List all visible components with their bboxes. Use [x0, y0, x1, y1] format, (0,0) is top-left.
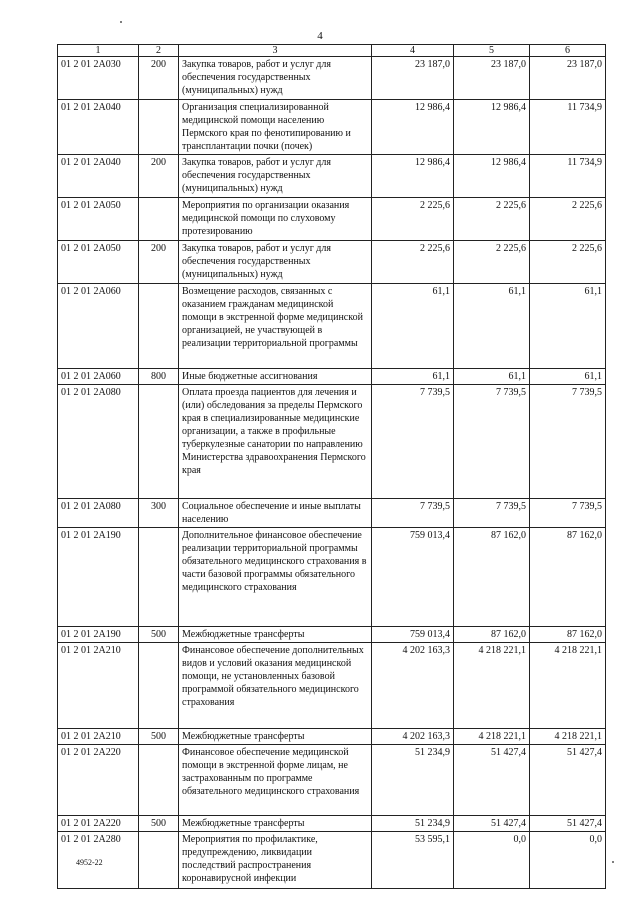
row-expense-kind — [139, 745, 179, 816]
row-name: Организация специализированной медицинской помощи населению Пермского края по фенотипированию и трансплантации почки (почек) — [179, 100, 372, 155]
row-name: Оплата проезда пациентов для лечения и (или) обследования за пределы Пермского края в специализированные медицинские организации, а также в профильные туберкулезные санатории по направлению Министерства здравоохранения Пермского края — [179, 385, 372, 499]
row-expense-kind: 200 — [139, 57, 179, 100]
row-value-col-4: 7 739,5 — [372, 385, 454, 499]
row-value-col-5: 0,0 — [454, 832, 530, 889]
row-code: 01 2 01 2А030 — [58, 57, 139, 100]
row-code: 01 2 01 2А210 — [58, 729, 139, 745]
row-value-col-6: 2 225,6 — [530, 198, 606, 241]
row-value-col-5: 87 162,0 — [454, 528, 530, 627]
row-value-col-5: 87 162,0 — [454, 627, 530, 643]
table-row — [58, 729, 606, 745]
table-row — [58, 643, 606, 729]
row-name: Социальное обеспечение и иные выплаты населению — [179, 499, 372, 528]
row-value-col-6: 7 739,5 — [530, 499, 606, 528]
scan-speck — [612, 861, 614, 863]
row-code: 01 2 01 2А190 — [58, 627, 139, 643]
row-value-col-6: 61,1 — [530, 369, 606, 385]
row-value-col-4: 759 013,4 — [372, 528, 454, 627]
row-value-col-5: 12 986,4 — [454, 155, 530, 198]
row-value-col-4: 23 187,0 — [372, 57, 454, 100]
row-value-col-5: 7 739,5 — [454, 385, 530, 499]
row-expense-kind: 200 — [139, 155, 179, 198]
row-code: 01 2 01 2А040 — [58, 155, 139, 198]
row-value-col-4: 4 202 163,3 — [372, 643, 454, 729]
row-value-col-4: 12 986,4 — [372, 155, 454, 198]
row-code: 01 2 01 2А210 — [58, 643, 139, 729]
table-body — [58, 57, 606, 889]
table-row — [58, 528, 606, 627]
row-value-col-4: 61,1 — [372, 284, 454, 369]
table-header — [58, 45, 606, 57]
row-expense-kind: 800 — [139, 369, 179, 385]
table-row — [58, 832, 606, 889]
header-row — [58, 45, 606, 57]
row-value-col-6: 4 218 221,1 — [530, 729, 606, 745]
row-value-col-6: 61,1 — [530, 284, 606, 369]
row-value-col-5: 23 187,0 — [454, 57, 530, 100]
row-name: Мероприятия по профилактике, предупреждению, ликвидации последствий распространения коронавирусной инфекции — [179, 832, 372, 889]
row-value-col-5: 51 427,4 — [454, 816, 530, 832]
row-name: Иные бюджетные ассигнования — [179, 369, 372, 385]
row-value-col-6: 0,0 — [530, 832, 606, 889]
row-expense-kind: 300 — [139, 499, 179, 528]
document-code: 4952-22 — [76, 858, 103, 867]
header-col-2: 2 — [139, 45, 179, 57]
table-row — [58, 198, 606, 241]
row-expense-kind — [139, 643, 179, 729]
row-value-col-5: 2 225,6 — [454, 241, 530, 284]
row-code: 01 2 01 2А050 — [58, 198, 139, 241]
row-value-col-6: 51 427,4 — [530, 816, 606, 832]
row-expense-kind — [139, 198, 179, 241]
row-name: Финансовое обеспечение медицинской помощи в экстренной форме лицам, не застрахованным по программе обязательного медицинского страхования — [179, 745, 372, 816]
scan-speck — [120, 21, 122, 23]
row-expense-kind: 500 — [139, 729, 179, 745]
row-value-col-6: 4 218 221,1 — [530, 643, 606, 729]
table-row — [58, 745, 606, 816]
row-value-col-6: 7 739,5 — [530, 385, 606, 499]
row-value-col-4: 4 202 163,3 — [372, 729, 454, 745]
row-code: 01 2 01 2А050 — [58, 241, 139, 284]
row-value-col-4: 61,1 — [372, 369, 454, 385]
table-row — [58, 369, 606, 385]
row-name: Дополнительное финансовое обеспечение реализации территориальной программы обязательного медицинского страхования в части базовой программы обязательного медицинского страхования — [179, 528, 372, 627]
table-row — [58, 155, 606, 198]
row-value-col-4: 2 225,6 — [372, 241, 454, 284]
table-row — [58, 241, 606, 284]
row-value-col-6: 23 187,0 — [530, 57, 606, 100]
row-value-col-4: 759 013,4 — [372, 627, 454, 643]
row-code: 01 2 01 2А060 — [58, 369, 139, 385]
row-value-col-4: 51 234,9 — [372, 816, 454, 832]
row-value-col-5: 12 986,4 — [454, 100, 530, 155]
row-code: 01 2 01 2А060 — [58, 284, 139, 369]
table-row — [58, 385, 606, 499]
row-code: 01 2 01 2А220 — [58, 816, 139, 832]
table-row — [58, 284, 606, 369]
row-name: Закупка товаров, работ и услуг для обеспечения государственных (муниципальных) нужд — [179, 57, 372, 100]
row-value-col-4: 2 225,6 — [372, 198, 454, 241]
table-row — [58, 499, 606, 528]
row-value-col-6: 11 734,9 — [530, 100, 606, 155]
table-row — [58, 100, 606, 155]
row-expense-kind — [139, 832, 179, 889]
row-code: 01 2 01 2А040 — [58, 100, 139, 155]
row-expense-kind — [139, 100, 179, 155]
row-value-col-4: 51 234,9 — [372, 745, 454, 816]
table-row — [58, 816, 606, 832]
header-col-3: 3 — [179, 45, 372, 57]
row-name: Межбюджетные трансферты — [179, 627, 372, 643]
row-code: 01 2 01 2А080 — [58, 499, 139, 528]
page-number: 4 — [317, 30, 323, 42]
row-value-col-4: 12 986,4 — [372, 100, 454, 155]
header-col-6: 6 — [530, 45, 606, 57]
row-name: Мероприятия по организации оказания медицинской помощи по слуховому протезированию — [179, 198, 372, 241]
row-name: Межбюджетные трансферты — [179, 816, 372, 832]
row-value-col-6: 51 427,4 — [530, 745, 606, 816]
table-row — [58, 627, 606, 643]
row-expense-kind: 500 — [139, 816, 179, 832]
row-value-col-6: 87 162,0 — [530, 528, 606, 627]
row-name: Возмещение расходов, связанных с оказанием гражданам медицинской помощи в экстренной форме медицинской организацией, не участвующей в реализации территориальной программы — [179, 284, 372, 369]
row-expense-kind: 500 — [139, 627, 179, 643]
row-code: 01 2 01 2А280 — [58, 832, 139, 889]
budget-table — [57, 44, 606, 889]
row-expense-kind: 200 — [139, 241, 179, 284]
table-row — [58, 57, 606, 100]
row-expense-kind — [139, 284, 179, 369]
row-value-col-5: 4 218 221,1 — [454, 643, 530, 729]
row-code: 01 2 01 2А080 — [58, 385, 139, 499]
row-value-col-6: 2 225,6 — [530, 241, 606, 284]
row-name: Закупка товаров, работ и услуг для обеспечения государственных (муниципальных) нужд — [179, 155, 372, 198]
row-value-col-6: 11 734,9 — [530, 155, 606, 198]
row-code: 01 2 01 2А190 — [58, 528, 139, 627]
row-name: Финансовое обеспечение дополнительных видов и условий оказания медицинской помощи, не установленных базовой программой обязательного медицинского страхования — [179, 643, 372, 729]
row-expense-kind — [139, 528, 179, 627]
row-value-col-4: 7 739,5 — [372, 499, 454, 528]
header-col-1: 1 — [58, 45, 139, 57]
header-col-4: 4 — [372, 45, 454, 57]
row-expense-kind — [139, 385, 179, 499]
row-value-col-5: 61,1 — [454, 369, 530, 385]
row-name: Межбюджетные трансферты — [179, 729, 372, 745]
row-value-col-5: 51 427,4 — [454, 745, 530, 816]
row-value-col-5: 7 739,5 — [454, 499, 530, 528]
row-name: Закупка товаров, работ и услуг для обеспечения государственных (муниципальных) нужд — [179, 241, 372, 284]
row-value-col-6: 87 162,0 — [530, 627, 606, 643]
row-code: 01 2 01 2А220 — [58, 745, 139, 816]
row-value-col-5: 61,1 — [454, 284, 530, 369]
row-value-col-4: 53 595,1 — [372, 832, 454, 889]
row-value-col-5: 4 218 221,1 — [454, 729, 530, 745]
row-value-col-5: 2 225,6 — [454, 198, 530, 241]
header-col-5: 5 — [454, 45, 530, 57]
